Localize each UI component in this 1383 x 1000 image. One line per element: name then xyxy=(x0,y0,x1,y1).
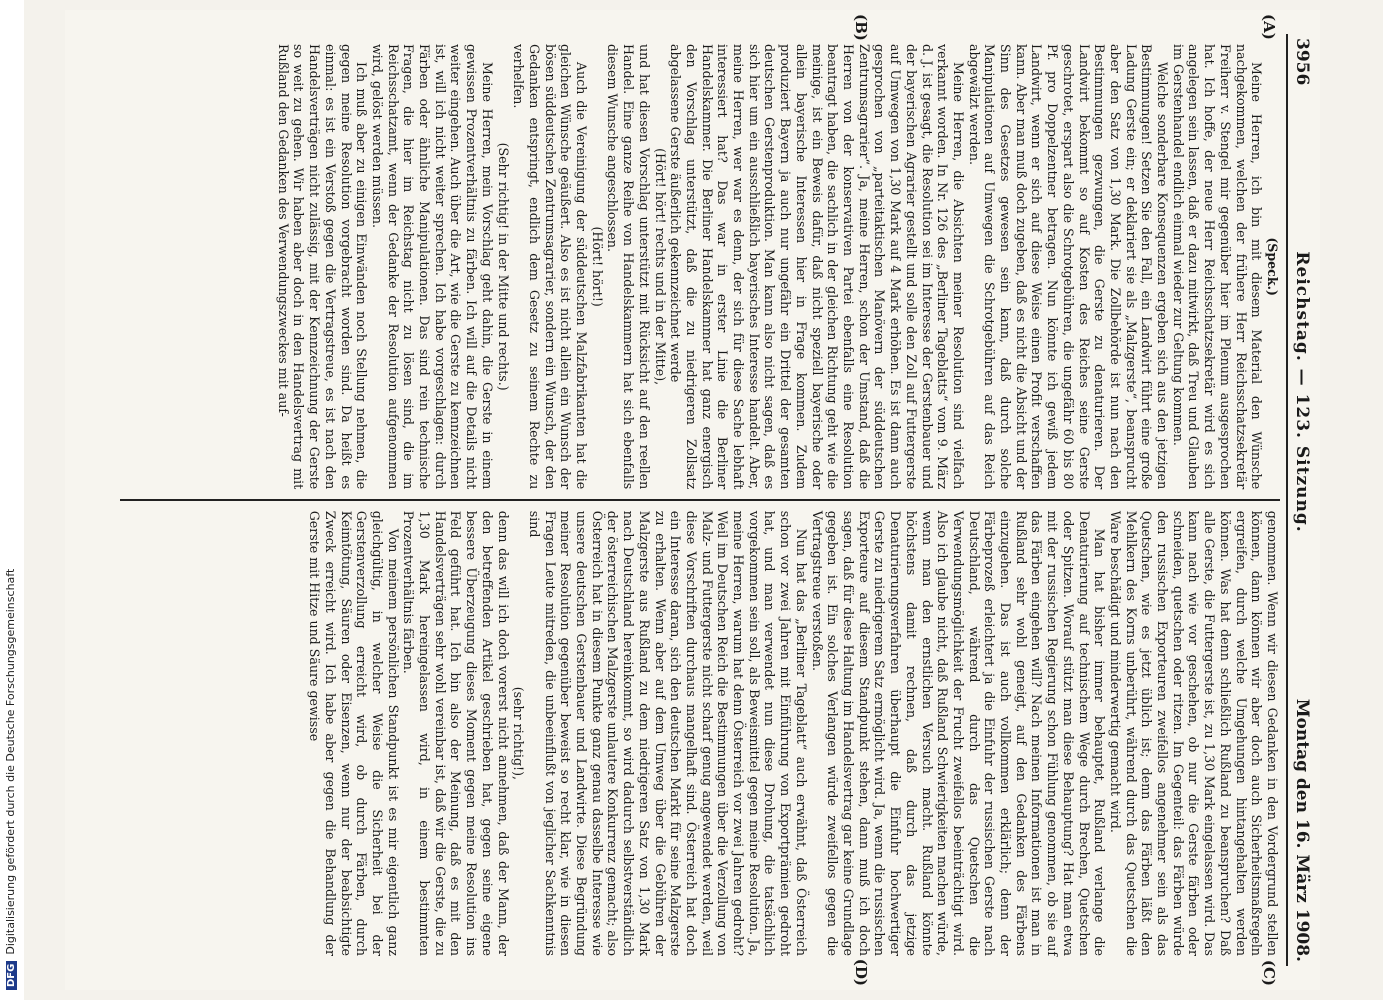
paragraph: denn das will ich doch vorerst nicht annehmen, daß der Mann, der den betreffenden Artikel geschrieben hat, gegen seine eigene bessere Überzeugung dieses Moment gegen meine Resolution ins Feld geführt hat. Ich bin also der Meinung, daß es mit den Handelsverträgen sehr wohl vereinbar ist, daß wir die Gerste, die zu 1,30 Mark hereingelassen wird, in einem bestimmten Prozentverhältnis färben. xyxy=(401,510,511,956)
text-columns xyxy=(120,14,1280,986)
margin-mark-a: (A) xyxy=(1260,14,1278,40)
margin-mark-b: (B) xyxy=(852,14,870,41)
paragraph: Ich muß aber zu einigen Einwänden noch Stellung nehmen, die gegen meine Resolution vorgebracht worden sind. Da heißt es einmal: es ist ein Verstoß gegen die Vertragstreue, es ist nach den Handelsverträgen nicht zulässig, mit der Kennzeichnung der Gerste so weit zu gehen. Wir haben aber doch in den Handelsvertrag mit Rußland den Gedanken des Verwendungszweckes mit auf- xyxy=(275,44,370,490)
paragraph: genommen. Wenn wir diesen Gedanken in den Vordergrund stellen können, dann können wir aber doch auch Sicherheitsmaßregeln ergreifen, durch welche Umgehungen hintangehalten werden können. Was hat denn schließlich Rußland zu beanspruchen? Daß alle Gerste, die Futtergerste ist, zu 1,30 Mark eingelassen wird. Das kann nach wie vor geschehen, ob nur die Gerste färben oder schneiden, quetschen oder ritzen. Im Gegenteil: das Färben würde den russischen Exporteuren zweifellos angenehmer sein als das Quetschen, wie es jetzt üblich ist; denn das Färben läßt den Mehlkern des Korns unberührt, während durch das Quetschen die Ware beschädigt und minderwertig gemacht wird. xyxy=(1107,510,1280,956)
session-date: Montag den 16. März 1908. xyxy=(1292,698,1312,962)
document-page xyxy=(65,10,1320,990)
paragraph: Nun hat das „Berliner Tageblatt“ auch erwähnt, daß Österreich schon vor zwei Jahren mit Einführung von Exportprämien gedroht hat, und man verwendet nun diese Drohung, die tatsächlich vorgekommen sein soll, als Beweismittel gegen meine Resolution. Ja, meine Herren, warum hat denn Österreich vor zwei Jahren gedroht? Weil im Deutschen Reich die Bestimmungen über die Verzollung von Malz- und Futtergerste nicht scharf genug angewendet werden, weil diese Vorschriften durchaus mangelhaft sind. Österreich hat doch ein Interesse daran, sich den deutschen Markt für seine Malzgerste zu erhalten. Wenn aber auf dem Umweg über die Gebühren der Malzgerste aus Rußland zu dem niedrigeren Satz von 1,30 Mark nach Deutschland hereinkommt, so wird dadurch selbstverständlich der österreichischen Malzgerste unlautere Konkurrenz gemacht; also Österreich hat in diesem Punkte ganz genau dasselbe Interesse wie unsere deutschen Gerstenbauer und Landwirte. Diese Begründung meiner Resolution gegenüber beweist so recht klar, wie in diesen Fragen Leute mitreden, die unbeeinflußt von jeglicher Sachkenntnis sind xyxy=(526,510,809,956)
interjection: (Hört! hört!) xyxy=(589,226,605,307)
paragraph: Meine Herren, ich bin mit diesem Material den Wünsche nachgekommen, welchen der frühere Herr Reichsschatzsekretär Freiherr v. Stengel mir gegenüber hier im Plenum ausgesprochen hat. Ich hoffe, der neue Herr Reichsschatzsekretär wird es sich angelegen sein lassen, daß er dazu mitwirkt, daß Treu und Glauben im Gerstenhandel endlich einmal wieder zur Geltung kommen. xyxy=(1170,44,1265,490)
dfg-logo: DFG xyxy=(6,961,17,990)
session-title: Reichstag. — 123. Sitzung. xyxy=(1292,251,1312,533)
paragraph: Welche sonderbare Konsequenzen ergeben sich aus den jetzigen Bestimmungen! Setzen Sie den Fall, ein Landwirt führt eine große Ladung Gerste ein; er deklariert sie als „Malzgerste“, beansprucht aber den Satz von 1,30 Mark. Die Zollbehörde ist nun nach den Bestimmungen gezwungen, die Gerste zu denaturieren. Der Landwirt bekommt so auf Kosten des Reiches seine Gerste geschrotet, erspart also die Schrotgebühren, die ungefähr 60 bis 80 Pf. pro Doppelzentner betragen. Nun könnte ich gewiß jedem Landwirt, wenn er sich auf diese Weise einen Profit verschaffen kann. Aber man muß doch zugeben, daß es nicht die Absicht und der Sinn des Gesetzes gewesen sein kann, daß durch solche Manipulationen auf Umwegen die Schrotgebühren auf das Reich abgewälzt werden. xyxy=(966,44,1171,490)
speaker-tag: (Speck.) xyxy=(1265,237,1280,296)
paragraph: Von meinem persönlichen Standpunkt ist es mir eigentlich ganz gleichgültig, in welcher Weise die Sicherheit bei der Gerstenverzollung erreicht wird, ob durch Färben, durch Keimtötung, Säuren oder Eisenzen, wenn nur der beabsichtigte Zweck erreicht wird. Ich habe aber gegen die Behandlung der Gerste mit Hitze und Säure gewisse xyxy=(307,510,401,956)
left-column xyxy=(120,34,1280,499)
margin-mark-d: (D) xyxy=(852,958,870,986)
interjection: (Hört! hört! rechts und in der Mitte), xyxy=(652,148,668,386)
page-header xyxy=(1286,34,1312,966)
paragraph: und hat diesen Vorschlag unterstützt mit Rücksicht auf den reellen Handel. Eine ganze Reihe von Handelskammern hat sich ebenfalls diesem Wunsche angeschlossen. xyxy=(605,44,652,490)
paragraph: Meine Herren, die Absichten meiner Resolution sind vielfach verkannt worden. In Nr. 126 des „Berliner Tageblatts“ vom 9. März d. J. ist gesagt, die Resolution sei im Interesse der Gerstenbauer und der bayerischen Agrarier gestellt und solle den Zoll auf Futtergerste auf Umwegen von 1,30 Mark auf 4 Mark erhöhen. Es ist dann auch gesprochen von „parteitaktischen Manövern der süddeutschen Zentrumsagrarier“. Ja, meine Herren, schon der Umstand, daß die Herren von der konservativen Partei ebenfalls eine Resolution beantragt haben, die sachlich in der gleichen Richtung geht wie die meinige, ist ein Beweis dafür, daß nicht speziell bayerische oder allein bayerische Interessen hier in Frage kommen. Zudem produziert Bayern ja auch nur ungefähr ein Drittel der gesamten deutschen Gerstenproduktion. Man kann also nicht sagen, daß es sich hier um ein ausschließlich bayerisches Interesse handelt. Aber, meine Herren, wer war es denn, der sich für diese Sache lebhaft interessiert hat? Das war in erster Linie die Berliner Handelskammer. Die Berliner Handelskammer hat ganz energisch den Vorschlag unterstützt, daß die zu niedrigeren Zollsatz abgelassene Gerste äußerlich gekennzeichnet werde xyxy=(668,44,966,490)
right-column xyxy=(120,501,1280,966)
page-number: 3956 xyxy=(1292,38,1312,86)
credit-text: Digitalisierung gefördert durch die Deutsche Forschungsgemeinschaft xyxy=(4,568,17,955)
interjection: (sehr richtig!), xyxy=(511,686,527,781)
interjection: (Sehr richtig! in der Mitte und rechts.) xyxy=(495,142,511,391)
paragraph: Auch die Vereinigung der süddeutschen Malzfabrikanten hat die gleichen Wünsche geäußert. Also es ist nicht allein ein Wunsch der bösen süddeutschen Zentrumsagrarier, sondern ein Wunsch, der den Gedanken entspringt, endlich dem Gesetz zu seinem Rechte zu verhelfen. xyxy=(511,44,590,490)
paragraph: Man hat bisher immer behauptet, Rußland verlange die Denaturierung auf technischem Wege durch Brechen, Quetschen oder Spitzen. Worauf stützt man diese Behauptung? Hat man etwa mit der russischen Regierung schon Fühlung genommen, ob sie auf das Färben eingehen will? Nach meinen Informationen ist man in Rußland sehr wohl geneigt, auf den Gedanken des Färbens einzugehen. Das ist auch vollkommen erklärlich; denn der Färbeprozeß erleichtert ja die Einfuhr der russischen Gerste nach Deutschland, während durch das Quetschen die Verwendungsmöglichkeit der Frucht zweifellos beeinträchtigt wird. Also ich glaube nicht, daß Rußland Schwierigkeiten machen würde, wenn man den ernstlichen Versuch macht. Rußland könnte höchstens damit rechnen, daß durch das jetzige Denaturierungsverfahren überhaupt die Einfuhr hochwertiger Gerste zu niedrigerem Satz ermöglicht wird. Ja, wenn die russischen Exporteure auf diesem Standpunkt stehen, dann muß ich doch sagen, daß für diese Haltung im Handelsvertrag gar keine Grundlage gegeben ist. Ein solches Verlangen würde zweifellos gegen die Vertragstreue verstoßen. xyxy=(809,510,1108,956)
paragraph: Meine Herren, mein Vorschlag geht dahin, die Gerste in einem gewissen Prozentverhältnis zu färben. Ich will auf die Details nicht weiter eingehen. Auch über die Art, wie die Gerste zu kennzeichnen ist, will ich nicht weiter sprechen. Ich habe vorgeschlagen: durch Färben oder ähnliche Manipulationen. Das sind rein technische Fragen, die hier im Reichstag nicht zu lösen sind, die im Reichsschatzamt, wenn der Gedanke der Resolution aufgenommen wird, gelöst werden müssen. xyxy=(369,44,495,490)
digitization-credit xyxy=(0,0,24,1000)
margin-mark-c: (C) xyxy=(1260,959,1278,986)
